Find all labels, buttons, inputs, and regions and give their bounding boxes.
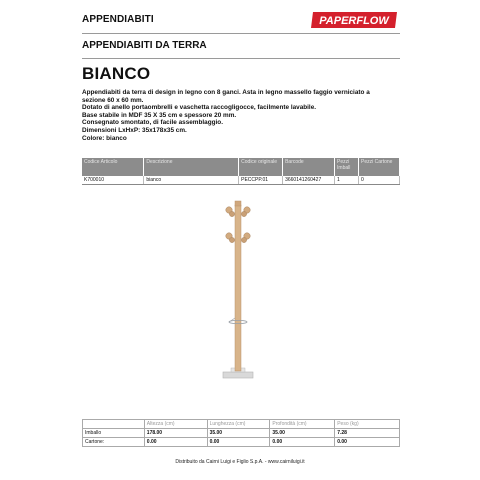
description-line: Base stabile in MDF 35 X 35 cm e spessore 20 mm. — [82, 111, 237, 119]
dims-header-cell: Peso (kg) — [335, 420, 400, 429]
table-cell: 0.00 — [335, 438, 400, 447]
table-row — [83, 438, 400, 447]
spec-header-cell: Codice Articolo — [82, 158, 144, 176]
spec-table — [82, 158, 400, 185]
hook-knob — [229, 211, 234, 216]
table-cell: 35.00 — [207, 429, 270, 438]
table-cell: 0.00 — [144, 438, 207, 447]
description-line: sezione 60 x 60 mm. — [82, 96, 144, 104]
description-line: Dotato di anello portaombrelli e vaschetta raccogligocce, facilmente lavabile. — [82, 104, 317, 112]
coat-stand-base — [223, 372, 253, 378]
spec-header-row — [82, 158, 400, 176]
dims-header-row — [83, 420, 400, 429]
table-cell: 1 — [335, 176, 359, 185]
footer-distributor: Distribuito da Cairni Luigi e Figlio S.p.A. - www.cairniluigi.it — [175, 459, 305, 465]
table-cell: PECCPP.01 — [239, 176, 283, 185]
category-title: APPENDIABITI — [82, 14, 154, 25]
brand-name: PAPERFLOW — [319, 15, 389, 27]
dims-header-cell: Lunghezza (cm) — [207, 420, 270, 429]
table-cell: 7.28 — [335, 429, 400, 438]
coat-stand-pole — [235, 205, 241, 371]
dims-header-cell: Altezza (cm) — [144, 420, 207, 429]
spec-header-cell: Barcode — [283, 158, 335, 176]
description-line: Consegnato smontato, di facile assemblaggio. — [82, 119, 223, 127]
table-cell: bianco — [144, 176, 239, 185]
subcategory-title: APPENDIABITI DA TERRA — [82, 40, 207, 51]
dims-header-cell — [83, 420, 145, 429]
description-line: Colore: bianco — [82, 134, 127, 142]
table-row — [83, 429, 400, 438]
dimensions-table — [82, 419, 400, 447]
spec-header-cell: Pezzi Imball — [335, 158, 359, 176]
dims-header-cell: Profondità (cm) — [270, 420, 335, 429]
table-row — [82, 176, 400, 185]
product-description — [82, 89, 402, 142]
hook-knob — [229, 237, 234, 242]
description-line: Dimensioni LxHxP: 35x178x35 cm. — [82, 126, 187, 134]
table-cell: K700010 — [82, 176, 144, 185]
product-color-title: BIANCO — [82, 64, 151, 83]
table-cell: 0.00 — [270, 438, 335, 447]
spec-header-cell: Pezzi Cartone — [359, 158, 400, 176]
hook-knob — [241, 211, 246, 216]
spec-header-cell: Descrizione — [144, 158, 239, 176]
description-line: Appendiabiti da terra di design in legno con 8 ganci. Asta in legno massello faggio verniciato a — [82, 89, 370, 96]
table-cell: 3660141260427 — [283, 176, 335, 185]
pole-top — [235, 201, 241, 206]
paperflow-logo — [309, 10, 400, 30]
table-cell: 0 — [359, 176, 400, 185]
table-cell: Cartone: — [83, 438, 145, 447]
table-cell: 35.00 — [270, 429, 335, 438]
table-cell: 0.00 — [207, 438, 270, 447]
divider — [82, 33, 400, 34]
coat-stand-image — [212, 198, 262, 418]
spec-header-cell: Codice originale — [239, 158, 283, 176]
hook-knob — [241, 237, 246, 242]
table-cell: 178.00 — [144, 429, 207, 438]
table-cell: Imballo — [83, 429, 145, 438]
divider — [82, 58, 400, 59]
